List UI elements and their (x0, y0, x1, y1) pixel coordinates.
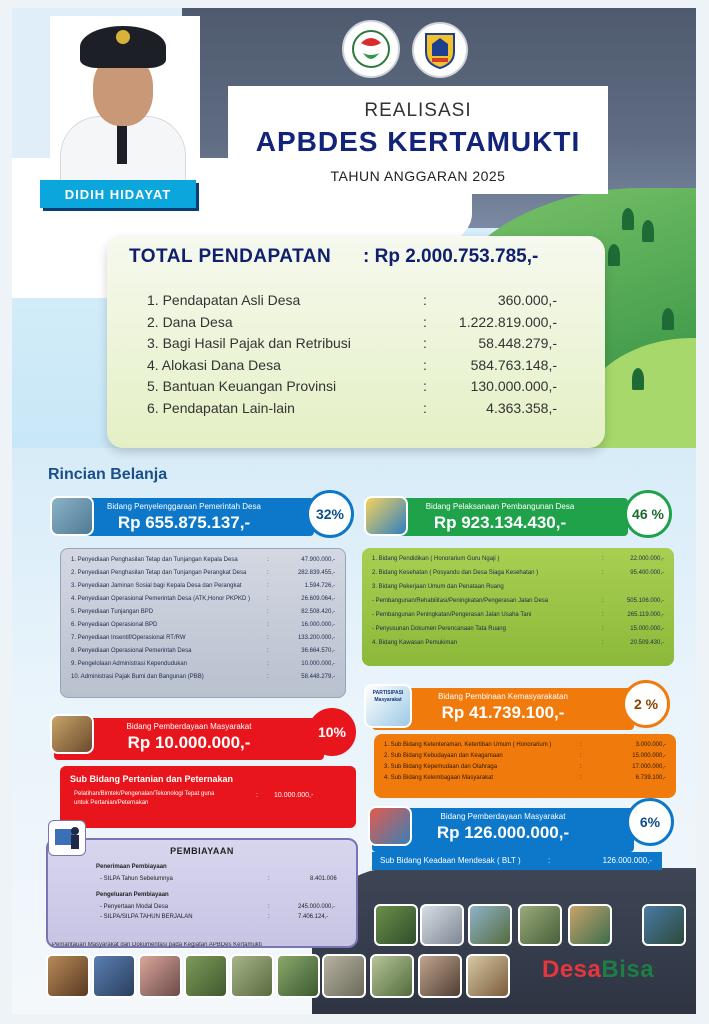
doc-photo (276, 954, 320, 998)
fiscal-year: TAHUN ANGGARAN 2025 (330, 168, 506, 184)
detail-row-value: 36.664.570,- (301, 648, 335, 654)
detail-row-value: 15.000.000,- (632, 753, 666, 759)
empowerment-band-value: Rp 10.000.000,- (127, 733, 251, 752)
expenditure-heading: Rincian Belanja (48, 466, 168, 483)
income-row-value: 58.448.279,- (478, 335, 557, 351)
doc-photo (374, 904, 418, 946)
detail-row (71, 622, 335, 635)
detail-row-label: 6. Penyediaan Operasional BPD (71, 622, 158, 628)
detail-row-value: 22.000.000,- (630, 556, 664, 562)
doc-photo (642, 904, 686, 946)
income-row-value: 584.763.148,- (470, 356, 557, 373)
detail-row-label: 2. Penyediaan Penghasilan Tetap dan Tunjangan Perangkat Desa (71, 570, 247, 576)
detail-row-label: 4. Sub Bidang Kelembagaan Masyarakat (384, 775, 494, 781)
detail-row-value: 15.000.000,- (630, 626, 664, 632)
government-band-value: Rp 655.875.137,- (117, 513, 251, 532)
doc-photo (46, 954, 90, 998)
detail-row-label: 1. Bidang Pendidikan ( Honorarium Guru Ngaji ) (372, 556, 500, 562)
detail-row (384, 753, 666, 764)
training-photo (50, 714, 94, 754)
doc-photo (230, 954, 274, 998)
title-box (228, 86, 608, 194)
doc-photo (370, 954, 414, 998)
aid-photo (368, 806, 412, 846)
detail-row-colon: : (267, 661, 269, 667)
detail-row-label: 3. Sub Bidang Kepemudaan dan Olahraga (384, 764, 498, 770)
detail-row-value: 505.106.000,- (626, 598, 664, 604)
doc-photo (466, 954, 510, 998)
detail-row-label: 8. Penyediaan Operasional Pemerintah Desa (71, 648, 192, 654)
detail-row-colon: : (267, 596, 269, 602)
detail-row (71, 583, 335, 596)
detail-row-value: 282.839.455,- (297, 570, 335, 576)
footer-note: Pemantauan Masyarakat dan Dokumentasi pada Kegiatan APBDes Kertamukti (52, 942, 262, 948)
empowerment-band (54, 718, 324, 760)
doc-photo (322, 954, 366, 998)
detail-row-value: 82.508.420,- (301, 609, 335, 615)
detail-row-label: 4. Bidang Kawasan Pemukiman (372, 640, 458, 646)
doc-photo (420, 904, 464, 946)
detail-row-colon: : (602, 556, 604, 562)
detail-row-colon: : (267, 570, 269, 576)
income-row-colon: : (423, 399, 427, 416)
tree-icon (608, 244, 620, 266)
agriculture-sub-label: Pelatihan/Bimtek/Pengenalan/Tekonologi Tepat guna untuk Pertanian/Peternakan (74, 791, 215, 806)
detail-row-value: 6.739.100,- (635, 775, 666, 781)
detail-row (71, 674, 335, 687)
financing-expense-title: Pengeluaran Pembiayaan (96, 892, 169, 898)
income-row-colon: : (423, 335, 427, 351)
detail-row (71, 635, 335, 648)
detail-row-value: 17.000.000,- (632, 764, 666, 770)
detail-row (372, 584, 664, 598)
detail-row-colon: : (267, 583, 269, 589)
detail-row-value: 26.609.064,- (301, 596, 335, 602)
ministry-logo-icon (342, 20, 400, 78)
detail-row (71, 609, 335, 622)
financing-expense-label: - SILPA/SILPA TAHUN BERJALAN (100, 914, 193, 920)
detail-row-colon: : (602, 598, 604, 604)
blt-sub-colon: : (548, 856, 551, 865)
subtitle: REALISASI (364, 100, 472, 121)
development-detail-card (362, 548, 674, 666)
financing-expense-colon: : (268, 904, 270, 910)
desa-bisa-logo (542, 956, 654, 984)
income-row-colon: : (423, 378, 427, 394)
agriculture-sub-title: Sub Bidang Pertanian dan Peternakan (70, 774, 234, 784)
financing-expense-value: 245.000.000,- (298, 904, 336, 910)
government-band-title: Bidang Penyelenggaraan Pemerintah Desa (107, 502, 261, 511)
detail-row (372, 612, 664, 626)
income-row-value: 360.000,- (497, 292, 557, 308)
detail-row (372, 626, 664, 640)
income-row-colon: : (423, 292, 427, 308)
financing-receipt-value: 8.401.006 (310, 876, 337, 882)
detail-row-colon: : (602, 570, 604, 576)
page-title: APBDES KERTAMUKTI (255, 126, 581, 157)
detail-row-label: 2. Sub Bidang Kebudayaan dan Keagamaan (384, 753, 503, 759)
detail-row-label: - Pembangunan/Rehabilitasi/Peningkatan/Pengerasan Jalan Desa (372, 598, 549, 604)
government-percent: 32% (306, 490, 354, 538)
detail-row-colon: : (267, 648, 269, 654)
detail-row-value: 1.594.726,- (304, 583, 335, 589)
development-band-value: Rp 923.134.430,- (433, 513, 567, 532)
tree-icon (622, 208, 634, 230)
detail-row (71, 570, 335, 583)
detail-row-value: 95.400.000,- (630, 570, 664, 576)
participation-photo (364, 684, 412, 728)
tree-icon (662, 308, 674, 330)
empowerment-percent: 10% (308, 708, 356, 756)
detail-row (71, 557, 335, 570)
detail-row-colon: : (602, 612, 604, 618)
income-row-value: 1.222.819.000,- (458, 313, 557, 330)
detail-row-label: 10. Administrasi Pajak Bumi dan Bangunan (PBB) (71, 674, 204, 680)
income-title: TOTAL PENDAPATAN (129, 246, 332, 267)
detail-row-colon: : (580, 742, 582, 748)
doc-photo (518, 904, 562, 946)
government-detail-card (60, 548, 346, 698)
detail-row (71, 648, 335, 661)
income-row-colon: : (423, 356, 427, 373)
detail-row-colon: : (267, 557, 269, 563)
empowerment-band-title: Bidang Pemberdayaan Masyarakat (126, 722, 252, 731)
detail-row-colon: : (602, 640, 604, 646)
tie-shape (117, 124, 127, 164)
development-band-title: Bidang Pelaksanaan Pembangunan Desa (425, 502, 575, 511)
detail-row (384, 775, 666, 786)
detail-row-label: 4. Penyediaan Operasional Pemerintah Desa (ATK,Honor PKPKD ) (71, 596, 250, 602)
doc-photo (568, 904, 612, 946)
agriculture-sub-value: 10.000.000,- (274, 792, 314, 799)
detail-row-colon: : (267, 635, 269, 641)
detail-row-value: 20.509.430,- (630, 640, 664, 646)
income-total: : Rp 2.000.753.785,- (363, 246, 539, 267)
detail-row-label: - Penyusunan Dokumen Perencanaan Tata Ruang (372, 626, 506, 632)
emergency-band-title: Bidang Pemberdayaan Masyarakat (440, 812, 566, 821)
poster (12, 8, 696, 1014)
income-row-label: 6. Pendapatan Lain-lain (147, 399, 295, 416)
detail-row-colon: : (267, 609, 269, 615)
financing-receipt-colon: : (268, 876, 270, 882)
detail-row-label: 2. Bidang Kesehatan ( Posyandu dan Desa Siaga Kesehatan ) (372, 570, 539, 576)
brand-prefix: Desa (542, 956, 602, 983)
detail-row-colon: : (267, 622, 269, 628)
detail-row-value: 133.200.000,- (297, 635, 335, 641)
tree-icon (642, 220, 654, 242)
detail-row-value: 10.000.000,- (301, 661, 335, 667)
detail-row-colon: : (580, 775, 582, 781)
detail-row (372, 556, 664, 570)
development-band (372, 498, 628, 536)
brand-suffix: Bisa (601, 956, 655, 983)
detail-row-colon: : (267, 674, 269, 680)
detail-row-label: 3. Penyediaan Jaminan Sosial bagi Kepala Desa dan Perangkat (71, 583, 242, 589)
doc-photo (92, 954, 136, 998)
detail-row-colon: : (602, 626, 604, 632)
agriculture-sub-card (60, 766, 356, 828)
regency-logo-icon (412, 22, 468, 78)
tree-icon (632, 368, 644, 390)
detail-row-label: 1. Penyediaan Penghasilan Tetap dan Tunjangan Kepala Desa (71, 557, 238, 563)
emergency-band-value: Rp 126.000.000,- (436, 823, 570, 842)
detail-row-colon: : (580, 753, 582, 759)
community-percent: 2 % (622, 680, 670, 728)
financing-expense-label: - Penyertaan Modal Desa (100, 904, 169, 910)
participation-caption: PARTISIPASI Masyarakat (372, 690, 404, 703)
income-card (107, 236, 605, 448)
community-band-title: Bidang Pembinaan Kemasyarakatan (438, 692, 568, 701)
income-row-value: 130.000.000,- (470, 378, 557, 394)
cap-badge-icon (116, 30, 130, 44)
income-row-label: 3. Bagi Hasil Pajak dan Retribusi (147, 335, 351, 351)
income-row-value: 4.363.358,- (486, 399, 557, 416)
community-band-value: Rp 41.739.100,- (441, 703, 565, 722)
detail-row (372, 570, 664, 584)
detail-row (384, 764, 666, 775)
doc-photo (138, 954, 182, 998)
detail-row-label: 1. Sub Bidang Ketenteraman, Ketertiban Umum ( Honorarium ) (384, 742, 552, 748)
official-name: DIDIH HIDAYAT (40, 180, 196, 208)
official-photo (50, 16, 200, 186)
detail-row-label: 5. Penyediaan Tunjangan BPD (71, 609, 154, 615)
detail-row (71, 661, 335, 674)
financing-title: PEMBIAYAAN (170, 846, 234, 856)
financing-expense-value: 7.406.124,- (298, 914, 329, 920)
detail-row-colon: : (580, 764, 582, 770)
agriculture-sub-colon: : (256, 792, 258, 799)
emergency-percent: 6% (626, 798, 674, 846)
income-row-label: 4. Alokasi Dana Desa (147, 356, 281, 373)
blt-sub-row (372, 852, 662, 870)
village-office-photo (50, 496, 94, 536)
detail-row-label: - Pembangunan Peningkatan/Pengerasan Jalan Usaha Tani (372, 612, 532, 618)
income-row-label: 1. Pendapatan Asli Desa (147, 292, 301, 308)
detail-row-value: 47.900.000,- (301, 557, 335, 563)
detail-row-value: 3.000.000,- (635, 742, 666, 748)
detail-row (372, 598, 664, 612)
blt-sub-label: Sub Bidang Keadaan Mendesak ( BLT ) (380, 856, 521, 865)
financing-card (46, 838, 358, 948)
detail-row-value: 16.000.000,- (301, 622, 335, 628)
income-row-colon: : (423, 313, 427, 330)
detail-row-value: 58.448.279,- (301, 674, 335, 680)
detail-row-label: 7. Penyediaan Insentif/Operasional RT/RW (71, 635, 186, 641)
doc-photo (184, 954, 228, 998)
income-row-label: 5. Bantuan Keuangan Provinsi (147, 378, 337, 394)
development-percent: 46 % (624, 490, 672, 538)
detail-row (372, 640, 664, 654)
financing-receipt-title: Penerimaan Pembiayaan (96, 864, 167, 870)
community-detail-card (374, 734, 676, 798)
construction-photo (364, 496, 408, 536)
detail-row (71, 596, 335, 609)
financing-expense-colon: : (268, 914, 270, 920)
financing-receipt-item: - SILPA Tahun Sebelumnya (100, 876, 173, 882)
doc-photo (418, 954, 462, 998)
detail-row-value: 265.119.000,- (627, 612, 664, 618)
detail-row (384, 742, 666, 753)
doc-photo (468, 904, 512, 946)
blt-sub-value: 126.000.000,- (602, 856, 652, 865)
detail-row-label: 9. Pengelolaan Administrasi Kependudukan (71, 661, 188, 667)
detail-row-label: 3. Bidang Pekerjaan Umum dan Penataan Ruang (372, 584, 504, 590)
financing-icon (48, 820, 86, 856)
income-row-label: 2. Dana Desa (147, 313, 233, 330)
